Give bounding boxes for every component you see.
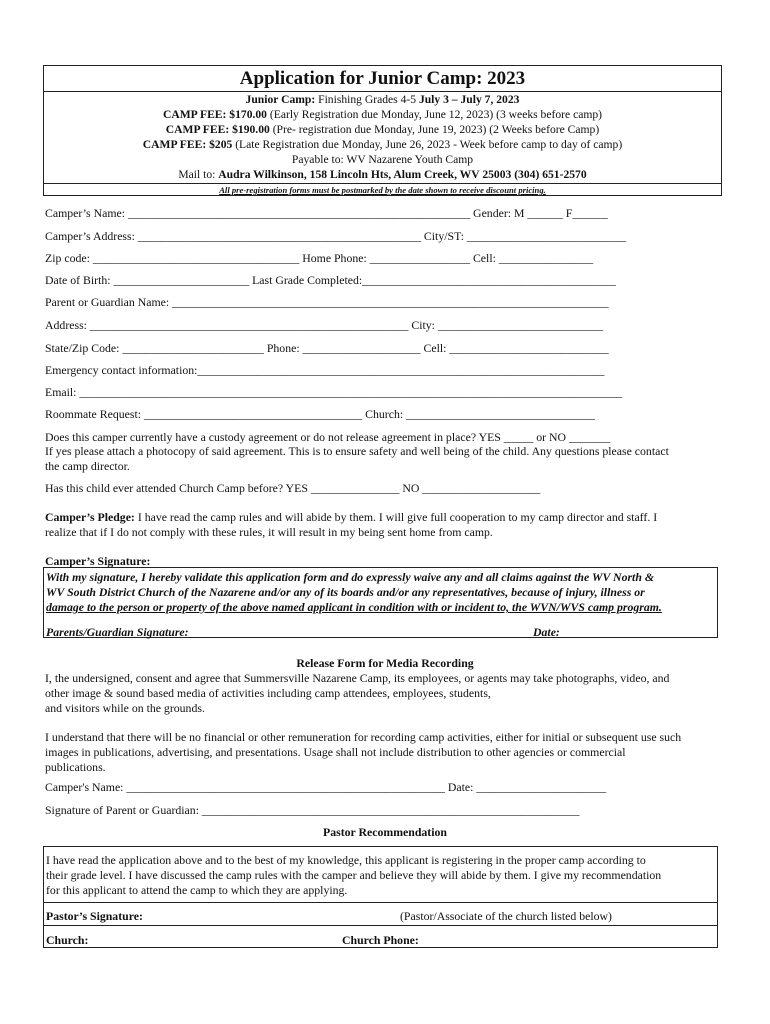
guardian-address-field[interactable]: Address: ______________________________________________________ City: ____________________________ [45,318,604,332]
signature-date-label[interactable]: Date: [533,625,560,639]
pastor-signature-note: (Pastor/Associate of the church listed below) [400,909,612,923]
custody-question[interactable]: Does this camper currently have a custody agreement or do not release agreement in place? YES _____ or NO _______ [45,430,611,444]
camper-address-field[interactable]: Camper’s Address: ________________________________________________ City/ST: ___________________________ [45,229,627,243]
late-fee-line: CAMP FEE: $205 (Late Registration due Monday, June 26, 2023 - Week before camp to day of camp) [142,138,623,151]
church-phone-label[interactable]: Church Phone: [342,933,419,947]
media-remuneration-text-end: publications. [45,760,106,774]
state-phone-field[interactable]: State/Zip Code: ________________________ Phone: ____________________ Cell: ___________________________ [45,341,609,355]
media-parent-signature-field[interactable]: Signature of Parent or Guardian: ________________________________________________________________ [45,803,580,817]
waiver-text-cont: WV South District Church of the Nazarene and/or any of its boards and/or any representatives, because of injury, illness or [46,585,645,599]
parent-signature-label[interactable]: Parents/Guardian Signature: [46,625,189,639]
pastor-statement: I have read the application above and to the best of my knowledge, this applicant is registering in the proper camp according to [46,853,646,867]
email-field[interactable]: Email: ____________________________________________________________________________________________ [45,385,623,399]
church-label[interactable]: Church: [46,933,89,947]
custody-instructions-cont: the camp director. [45,459,130,473]
waiver-text: With my signature, I hereby validate this application form and do expressly waive any and all claims against the WV North & [46,570,655,584]
divider [44,925,717,926]
media-remuneration-text: I understand that there will be no financial or other remuneration for recording camp activities, either for initial or subsequent use such [45,730,682,744]
media-remuneration-text-cont: images in publications, advertising, and presentations. Usage shall not include distribution to other agencies or commercial [45,745,626,759]
custody-instructions: If yes please attach a photocopy of said agreement. This is to ensure safety and well being of the child. Any questions please contact [45,444,669,458]
camper-name-field[interactable]: Camper’s Name: __________________________________________________________ Gender: M ______ F______ [45,206,608,220]
camp-dates-line: Junior Camp: Finishing Grades 4-5 July 3 – July 7, 2023 [245,93,520,106]
waiver-text-end: damage to the person or property of the above named applicant in condition with or incident to, the WVN/WVS camp program. [46,600,662,614]
divider [44,91,721,92]
divider [44,637,717,638]
pastor-box [43,846,718,948]
roommate-church-field[interactable]: Roommate Request: _____________________________________ Church: ________________________________ [45,407,595,421]
media-camper-name-field[interactable]: Camper's Name: ______________________________________________________ Date: ______________________ [45,780,607,794]
postmark-note: All pre-registration forms must be postmarked by the date shown to receive discount pricing. [219,185,546,195]
waiver-box [43,567,718,638]
pastor-statement-end: for this applicant to attend the camp to which they are applying. [46,883,348,897]
pastor-statement-cont: their grade level. I have discussed the camp rules with the camper and believe they will abide by them. I give my recommendation [46,868,662,882]
zip-phone-field[interactable]: Zip code: ___________________________________ Home Phone: _________________ Cell: ________________ [45,251,594,265]
header-box [43,65,722,196]
media-consent-text: I, the undersigned, consent and agree that Summersville Nazarene Camp, its employees, or agents may take photographs, video, and [45,671,670,685]
media-consent-text-cont: other image & sound based media of activities including camp attendees, employees, students, [45,686,491,700]
divider [44,902,717,903]
mail-line: Mail to: Audra Wilkinson, 158 Lincoln Hts, Alum Creek, WV 25003 (304) 651-2570 [178,168,587,181]
guardian-name-field[interactable]: Parent or Guardian Name: __________________________________________________________________________ [45,295,609,309]
emergency-contact-field[interactable]: Emergency contact information:_____________________________________________________________________ [45,363,605,377]
birth-grade-field[interactable]: Date of Birth: _______________________ Last Grade Completed:___________________________________________ [45,273,616,287]
pastor-recommendation-title: Pastor Recommendation [323,825,447,839]
payable-line: Payable to: WV Nazarene Youth Camp [291,153,474,166]
prior-camp-question[interactable]: Has this child ever attended Church Camp before? YES _______________ NO ____________________ [45,481,541,495]
campers-pledge-cont: realize that if I do not comply with these rules, it will result in my being sent home from camp. [45,525,493,539]
form-title: Application for Junior Camp: 2023 [239,68,526,89]
pastor-signature-label[interactable]: Pastor’s Signature: [46,909,143,923]
media-release-title: Release Form for Media Recording [296,656,474,670]
early-fee-line: CAMP FEE: $170.00 (Early Registration due Monday, June 12, 2023) (3 weeks before camp) [162,108,603,121]
media-consent-text-end: and visitors while on the grounds. [45,701,205,715]
campers-pledge: Camper’s Pledge: I have read the camp rules and will abide by them. I will give full cooperation to my camp director and staff. I [45,510,658,524]
camper-signature-label[interactable]: Camper’s Signature: [45,554,151,568]
pre-fee-line: CAMP FEE: $190.00 (Pre- registration due Monday, June 19, 2023) (2 Weeks before Camp) [165,123,600,136]
